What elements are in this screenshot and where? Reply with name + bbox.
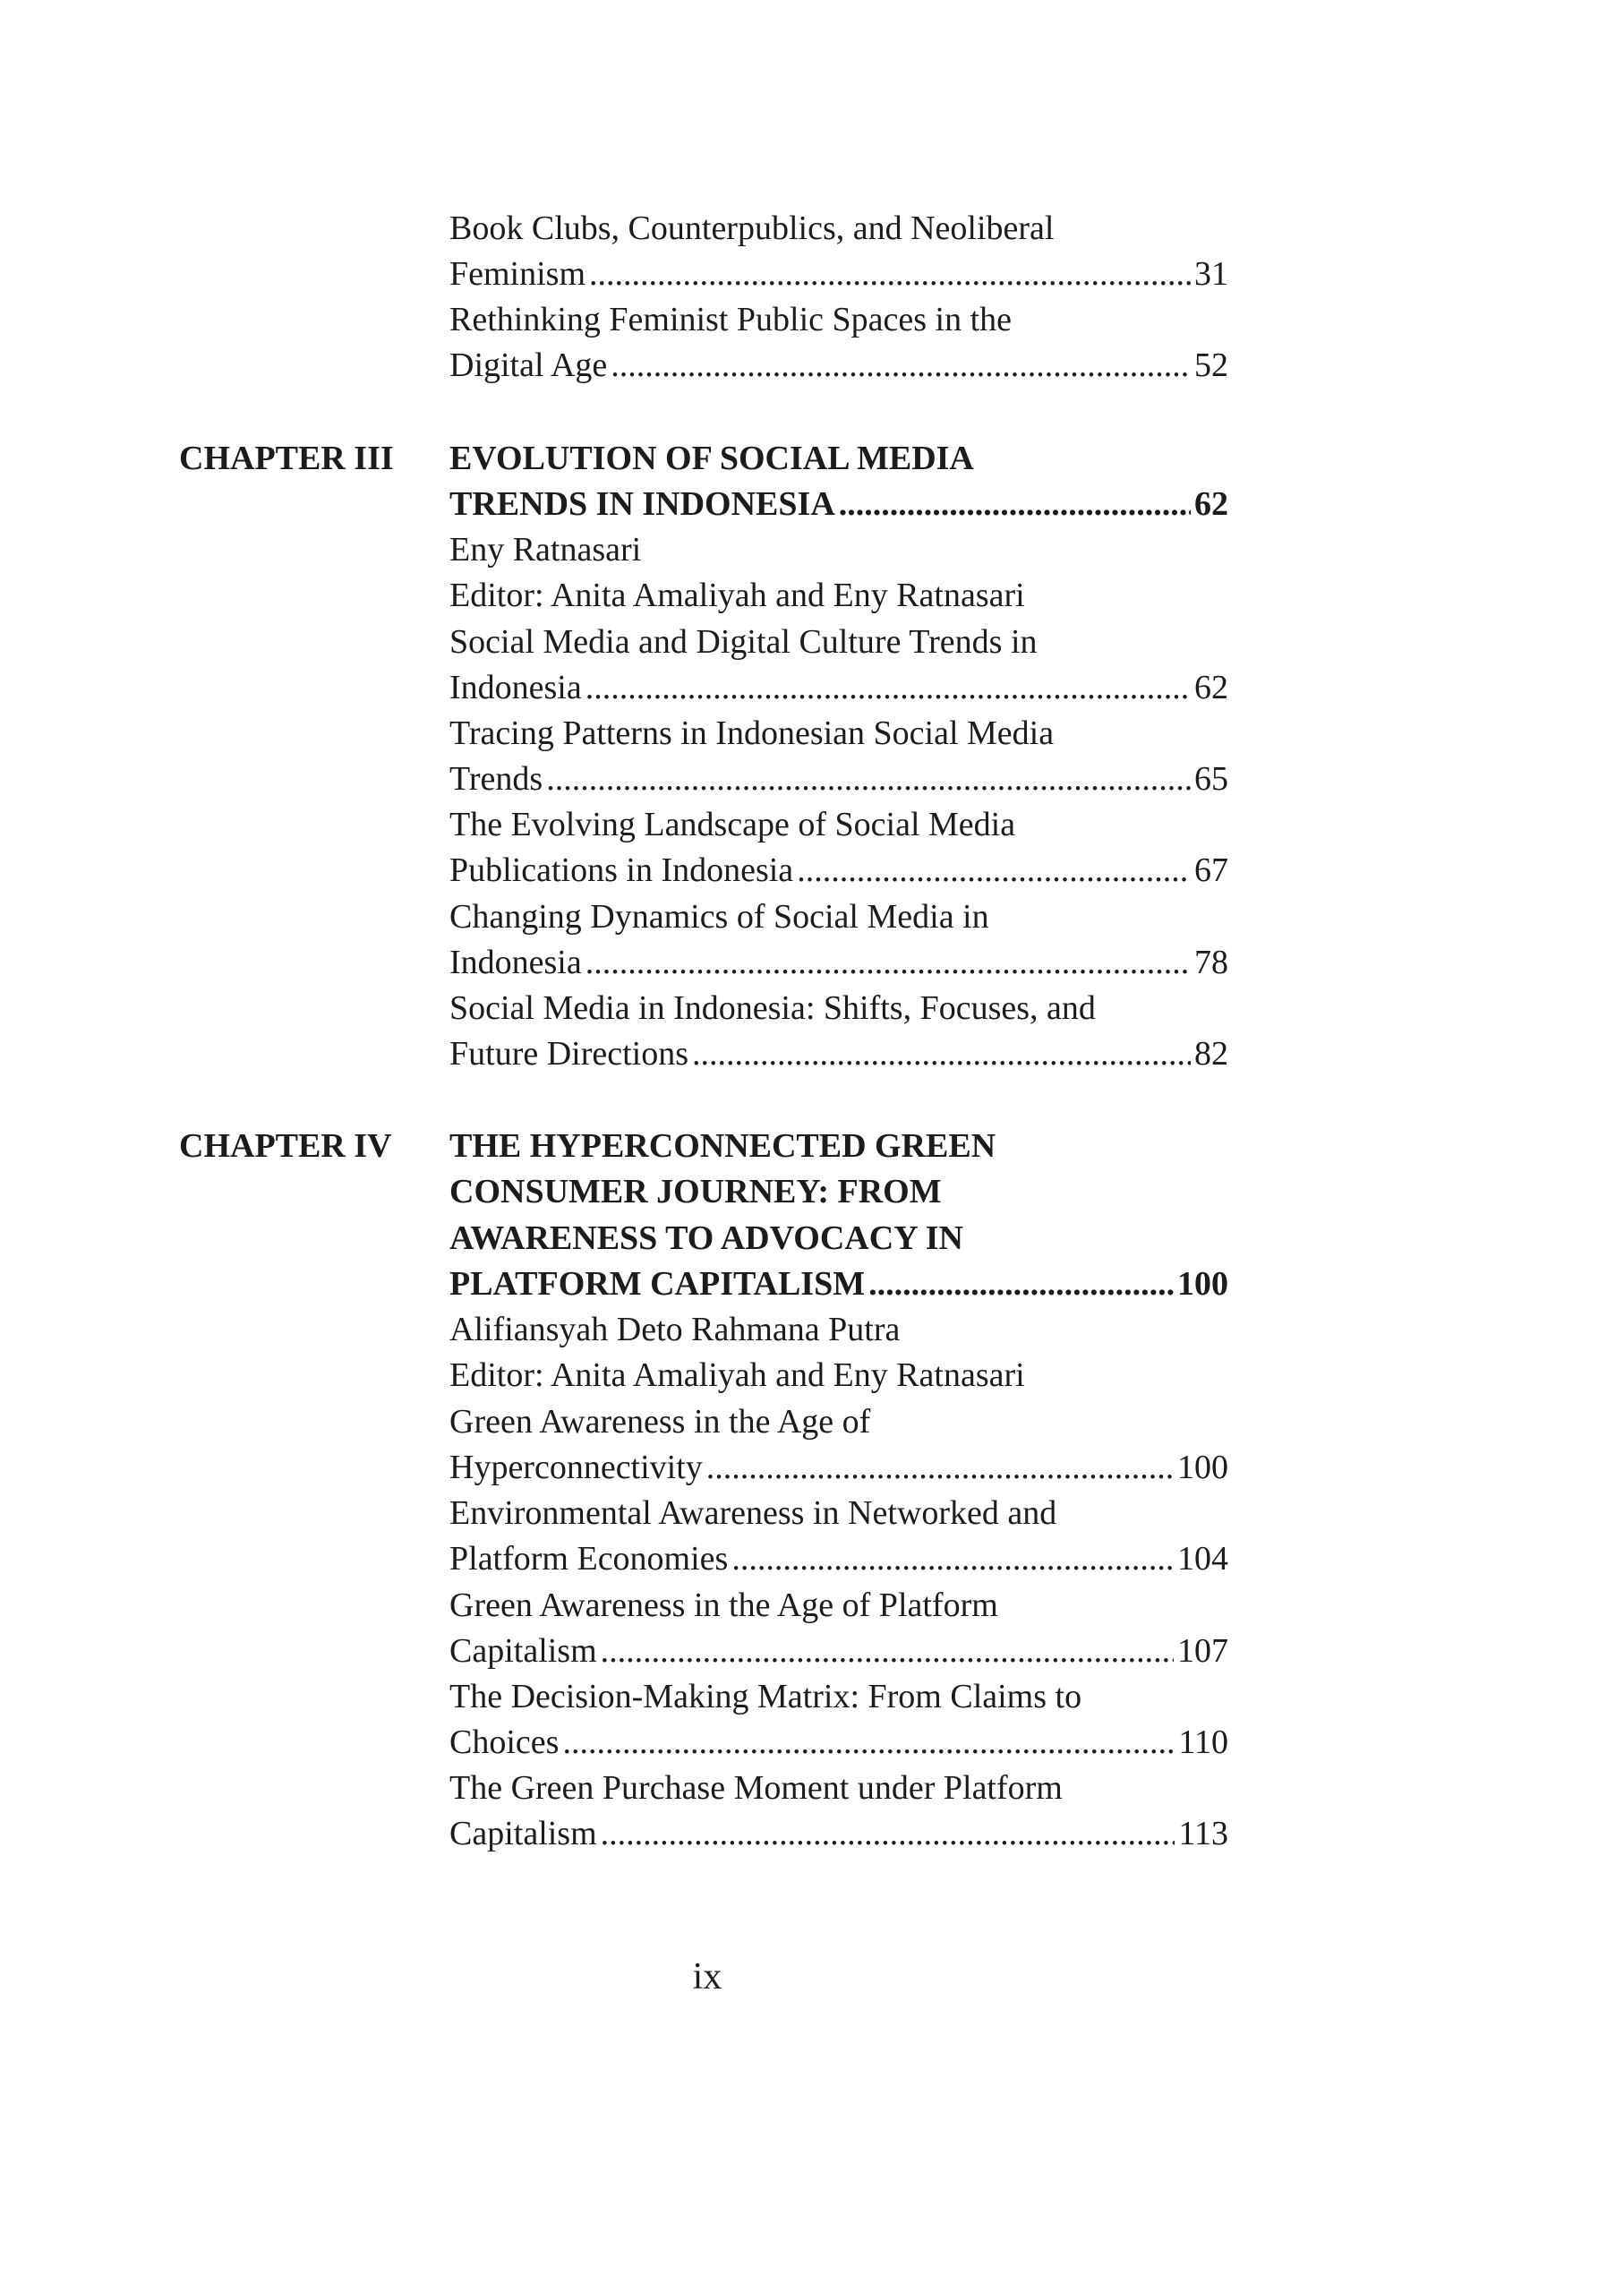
toc-entry-title: Green Awareness in the Age of Platform	[449, 1586, 998, 1624]
toc-page-number: 107	[1177, 1632, 1228, 1670]
toc-page-number: 100	[1177, 1449, 1228, 1486]
toc-entry-line	[449, 1628, 1228, 1674]
dot-leader	[601, 1810, 1175, 1857]
dot-leader	[589, 251, 1191, 297]
toc-entry-title: The Green Purchase Moment under Platform	[449, 1769, 1063, 1807]
toc-page-number: 52	[1194, 346, 1228, 384]
chapter-editor: Editor: Anita Amaliyah and Eny Ratnasari	[449, 577, 1025, 614]
toc-entry-line	[449, 756, 1228, 802]
toc-entry-title-cont: Indonesia	[449, 669, 582, 706]
toc-entry-title-cont: Feminism	[449, 255, 586, 293]
toc-entry-line	[449, 1719, 1228, 1766]
toc-entry-line	[449, 342, 1228, 389]
toc-entry-line	[449, 847, 1228, 894]
toc-entry-line	[449, 1810, 1228, 1857]
toc-page-number: 78	[1194, 944, 1228, 981]
toc-entry-title: Changing Dynamics of Social Media in	[449, 898, 989, 936]
toc-entry-title-cont: Publications in Indonesia	[449, 851, 794, 889]
chapter-title-line	[449, 481, 1228, 527]
toc-entry-title: The Evolving Landscape of Social Media	[449, 806, 1016, 843]
toc-entry-title: Green Awareness in the Age of	[449, 1403, 871, 1441]
dot-leader	[839, 481, 1191, 527]
chapter-label: CHAPTER IV	[179, 1127, 392, 1165]
toc-page-number: 67	[1194, 851, 1228, 889]
dot-leader	[706, 1444, 1174, 1491]
toc-entry-line	[449, 251, 1228, 297]
toc-entry-title: Book Clubs, Counterpublics, and Neoliberal	[449, 210, 1055, 247]
chapter-title-cont: CONSUMER JOURNEY: FROM	[449, 1173, 942, 1210]
toc-entry-title: The Decision-Making Matrix: From Claims to	[449, 1678, 1082, 1715]
toc-page-number: 62	[1194, 485, 1228, 523]
chapter-author: Alifiansyah Deto Rahmana Putra	[449, 1311, 901, 1348]
toc-entry-title: Tracing Patterns in Indonesian Social Media	[449, 714, 1055, 752]
chapter-title: EVOLUTION OF SOCIAL MEDIA	[449, 440, 974, 477]
toc-entry-title: Social Media in Indonesia: Shifts, Focuses, and	[449, 989, 1096, 1027]
dot-leader	[601, 1628, 1174, 1674]
toc-entry-line	[449, 664, 1228, 711]
dot-leader	[731, 1535, 1174, 1582]
dot-leader	[797, 847, 1191, 894]
toc-entry-line	[449, 939, 1228, 986]
chapter-title-line	[449, 1261, 1228, 1307]
dot-leader	[546, 756, 1191, 802]
toc-entry-title-cont: Trends	[449, 760, 543, 798]
chapter-label: CHAPTER III	[179, 440, 394, 477]
toc-entry-title: Social Media and Digital Culture Trends in	[449, 623, 1038, 661]
toc-entry-title-cont: Platform Economies	[449, 1540, 729, 1578]
toc-entry-line	[449, 1535, 1228, 1582]
toc-page-number: 113	[1178, 1815, 1228, 1852]
toc-entry-title: Rethinking Feminist Public Spaces in the	[449, 301, 1013, 338]
chapter-title-cont: TRENDS IN INDONESIA	[449, 485, 835, 523]
toc-entry-title-cont: Capitalism	[449, 1815, 597, 1852]
toc-page-number: 100	[1177, 1265, 1228, 1303]
toc-page-number: 62	[1194, 669, 1228, 706]
chapter-editor: Editor: Anita Amaliyah and Eny Ratnasari	[449, 1356, 1025, 1394]
toc-entry-line	[449, 1444, 1228, 1491]
toc-entry-title-cont: Digital Age	[449, 346, 608, 384]
chapter-author: Eny Ratnasari	[449, 531, 642, 569]
toc-entry-title-cont: Future Directions	[449, 1035, 689, 1073]
chapter-title-cont: AWARENESS TO ADVOCACY IN	[449, 1219, 963, 1257]
toc-page-number: 65	[1194, 760, 1228, 798]
toc-entry-title-cont: Choices	[449, 1723, 560, 1761]
toc-entry-line	[449, 1031, 1228, 1077]
dot-leader	[562, 1719, 1175, 1766]
dot-leader	[692, 1031, 1191, 1077]
chapter-title-cont: PLATFORM CAPITALISM	[449, 1265, 866, 1303]
toc-entry-title-cont: Indonesia	[449, 944, 582, 981]
toc-entry-title: Environmental Awareness in Networked and	[449, 1494, 1057, 1532]
toc-page-number: 82	[1194, 1035, 1228, 1073]
chapter-title: THE HYPERCONNECTED GREEN	[449, 1127, 996, 1165]
dot-leader	[585, 939, 1191, 986]
dot-leader	[585, 664, 1191, 711]
dot-leader	[611, 342, 1191, 389]
toc-page-number: 31	[1194, 255, 1228, 293]
dot-leader	[868, 1261, 1174, 1307]
toc-entry-title-cont: Hyperconnectivity	[449, 1449, 703, 1486]
toc-entry-title-cont: Capitalism	[449, 1632, 597, 1670]
page-number: ix	[692, 1956, 722, 1997]
toc-page-number: 110	[1178, 1723, 1228, 1761]
toc-page-number: 104	[1177, 1540, 1228, 1578]
